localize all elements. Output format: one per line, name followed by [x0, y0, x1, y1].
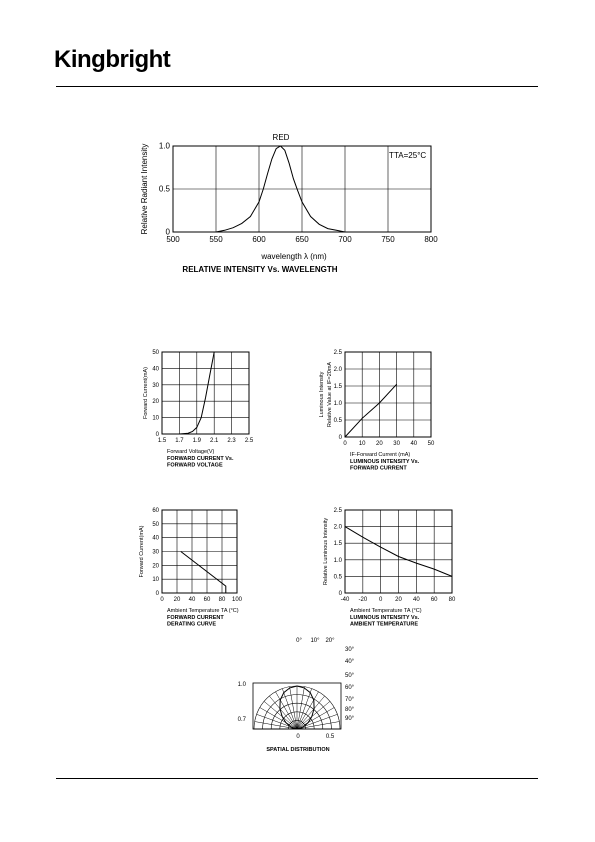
- y-tick-label: 0.5: [333, 418, 342, 424]
- x-tick-label: 2.1: [210, 438, 219, 444]
- x-axis-label: wavelength λ (nm): [261, 252, 327, 261]
- angle-label: 40°: [345, 659, 355, 665]
- chart-title: LUMINOUS INTENSITY Vs.: [350, 615, 420, 621]
- y-tick-label: 2.5: [333, 350, 342, 356]
- angle-label: 90°: [345, 716, 355, 722]
- x-tick-label: 40: [410, 441, 418, 447]
- y-tick-label: 50: [152, 521, 159, 528]
- y-tick-label: 10: [152, 577, 159, 584]
- x-tick-label: 20: [173, 597, 181, 603]
- radial-label: 1.0: [237, 682, 246, 688]
- radial-label: 0: [296, 734, 300, 740]
- x-axis-label: IF-Forward Current (mA): [350, 452, 411, 458]
- y-tick-label: 30: [152, 549, 159, 556]
- y-tick-label: 1.5: [333, 384, 342, 390]
- y-tick-label: 1.5: [333, 541, 342, 548]
- radial-label: 0.7: [237, 717, 246, 723]
- x-tick-label: 50: [427, 441, 435, 447]
- angle-label: 10°: [310, 638, 320, 644]
- angle-label: 60°: [345, 685, 355, 691]
- chart-title: RELATIVE INTENSITY Vs. WAVELENGTH: [182, 265, 338, 274]
- y-tick-label: 20: [152, 563, 159, 570]
- y-axis-label: Forward Current(mA): [143, 367, 149, 419]
- chart-title: SPATIAL DISTRIBUTION: [266, 747, 330, 753]
- y-tick-label: 50: [152, 350, 159, 356]
- x-axis-label: Ambient Temperature TA (°C): [167, 608, 239, 614]
- x-axis-label: Ambient Temperature TA (°C): [350, 608, 422, 614]
- y-tick-label: 0.5: [158, 184, 170, 194]
- y-tick-label: 30: [152, 382, 159, 389]
- y-tick-label: 10: [152, 415, 159, 422]
- x-tick-label: 1.7: [175, 438, 184, 444]
- angle-label: 50°: [345, 673, 355, 679]
- y-tick-label: 60: [152, 508, 159, 514]
- chart-title: AMBIENT TEMPERATURE: [350, 621, 419, 628]
- temperature-annotation: TA=25°C: [394, 151, 427, 160]
- y-axis-label: Relative Luminous Intensity: [323, 517, 329, 586]
- temperature-label: T: [389, 151, 394, 160]
- x-tick-label: 10: [358, 441, 366, 447]
- y-tick-label: 0: [338, 435, 342, 441]
- chart-title: FORWARD CURRENT: [350, 465, 407, 472]
- y-axis-label: Luminous Intensity: [319, 371, 325, 418]
- plot-frame: [345, 352, 431, 437]
- y-tick-label: 0.5: [333, 574, 342, 581]
- x-tick-label: 20: [395, 597, 402, 603]
- y-axis-label: Relative Value at IF=20mA: [327, 361, 333, 428]
- peak-label-red: RED: [272, 133, 290, 142]
- x-tick-label: 2.3: [227, 438, 236, 444]
- x-tick-label: 40: [412, 597, 420, 603]
- chart-title: FORWARD VOLTAGE: [167, 462, 223, 469]
- x-tick-label: -20: [358, 597, 368, 603]
- angle-label: 30°: [345, 647, 355, 653]
- chart-title: FORWARD CURRENT Vs.: [167, 456, 234, 462]
- x-axis-label: Forward Voltage(V): [167, 449, 215, 455]
- y-tick-label: 2.5: [333, 508, 342, 514]
- x-tick-label: 80: [218, 597, 226, 603]
- x-tick-label: 60: [430, 597, 438, 603]
- x-tick-label: 60: [203, 597, 211, 603]
- x-tick-label: 0: [160, 597, 164, 603]
- y-tick-label: 20: [152, 399, 159, 406]
- x-tick-label: 550: [209, 235, 223, 244]
- y-tick-label: 1.0: [158, 141, 170, 151]
- angle-label: 70°: [345, 697, 355, 703]
- x-tick-label: -40: [340, 597, 350, 603]
- x-tick-label: 20: [376, 441, 383, 447]
- y-tick-label: 2.0: [333, 367, 342, 373]
- x-tick-label: 1.9: [192, 438, 201, 444]
- x-tick-label: 100: [231, 597, 243, 603]
- y-tick-label: 1.0: [333, 557, 342, 564]
- y-tick-label: 0: [155, 591, 159, 597]
- series-line: [345, 384, 397, 437]
- y-axis-label: Relative Radiant Intensity: [140, 143, 149, 235]
- spatial-distribution-chart: [253, 683, 341, 729]
- y-tick-label: 2.0: [333, 524, 342, 531]
- chart-title: DERATING CURVE: [167, 621, 216, 628]
- x-tick-label: 500: [166, 235, 180, 244]
- y-tick-label: 40: [152, 366, 159, 373]
- x-tick-label: 1.5: [157, 438, 167, 444]
- plot-frame: [162, 352, 249, 434]
- y-tick-label: 0: [165, 227, 170, 237]
- y-tick-label: 40: [152, 535, 159, 542]
- radial-label: 0.5: [325, 734, 335, 740]
- x-tick-label: 800: [424, 235, 438, 244]
- x-tick-label: 0: [343, 441, 347, 447]
- y-tick-label: 0: [155, 432, 159, 438]
- angle-label: 80°: [345, 707, 355, 713]
- kingbright-logo: Kingbright: [54, 46, 171, 73]
- x-tick-label: 600: [252, 235, 266, 244]
- x-tick-label: 40: [188, 597, 196, 603]
- chart-title: LUMINOUS INTENSITY Vs.: [350, 459, 420, 465]
- x-tick-label: 2.5: [244, 438, 254, 444]
- y-tick-label: 1.0: [333, 401, 342, 407]
- x-tick-label: 750: [381, 235, 395, 244]
- x-tick-label: 700: [338, 235, 352, 244]
- angle-label: 0°: [296, 638, 302, 644]
- x-tick-label: 30: [393, 441, 400, 447]
- angle-label: 20°: [325, 638, 335, 644]
- x-tick-label: 650: [295, 235, 309, 244]
- y-tick-label: 0: [338, 591, 342, 597]
- x-tick-label: 80: [448, 597, 456, 603]
- x-tick-label: 0: [378, 597, 383, 603]
- series-line: [181, 552, 226, 594]
- y-axis-label: Forward Current(mA): [139, 525, 145, 578]
- chart-title: FORWARD CURRENT: [167, 615, 224, 621]
